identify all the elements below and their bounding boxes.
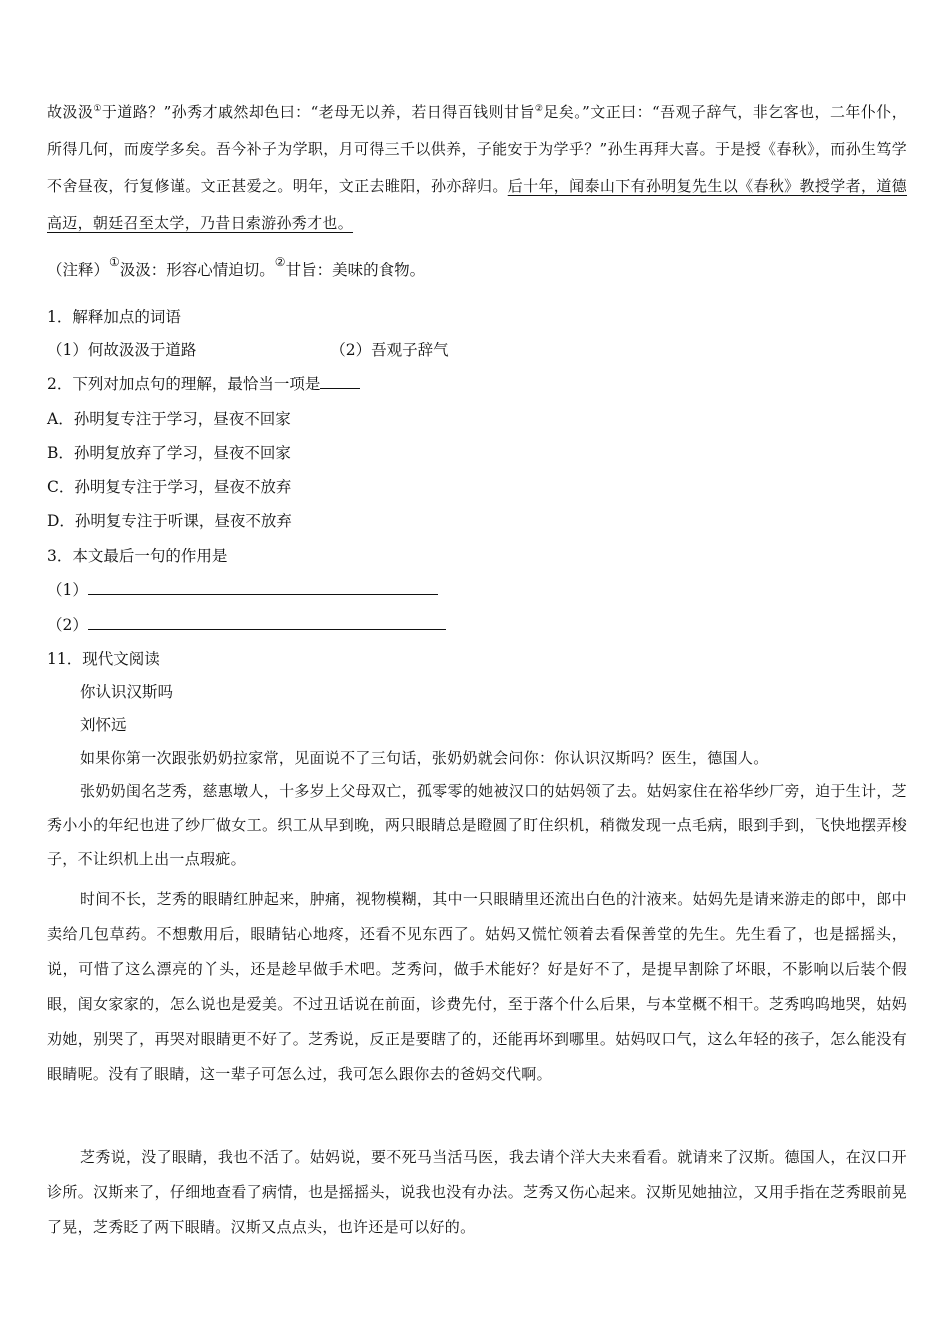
question-3-label-1: （1） bbox=[47, 581, 88, 599]
note-label: （注释） bbox=[47, 261, 110, 279]
article-author: 刘怀远 bbox=[80, 716, 127, 734]
article-paragraph-3: 时间不长，芝秀的眼睛红肿起来，肿痛，视物模糊，其中一只眼睛里还流出白色的汁液来。姑妈先是请来游走的郎中，郎中卖给几包草药。不想敷用后，眼睛钻心地疼，还看不见东西了。姑妈又慌忙领着去看保善堂的先生。先生看了，也是摇摇头，说，可惜了这么漂亮的丫头，还是趁早做手术吧。芝秀问，做手术能好？好是好不了，是提早割除了坏眼，不影响以后装个假眼，闺女家家的，怎么说也是爱美。不过丑话说在前面，诊费先付，至于落个什么后果，与本堂概不相干。芝秀呜呜地哭，姑妈劝她，别哭了，再哭对眼睛更不好了。芝秀说，反正是要瞎了的，还能再坏到哪里。姑妈叹口气，这么年轻的孩子，怎么能没有眼睛呢。没有了眼睛，这一辈子可怎么过，我可怎么跟你去的爸妈交代啊。 bbox=[47, 890, 907, 1083]
note-text-1: 汲汲：形容心情迫切。 bbox=[119, 261, 275, 279]
option-c: C．孙明复专注于学习，昼夜不放弃 bbox=[47, 478, 292, 496]
question-2 bbox=[47, 373, 360, 395]
option-b: B．孙明复放弃了学习，昼夜不回家 bbox=[47, 444, 291, 462]
article-paragraph-4: 芝秀说，没了眼睛，我也不活了。姑妈说，要不死马当活马医，我去请个洋大夫来看看。就请来了汉斯。德国人，在汉口开诊所。汉斯来了，仔细地查看了病情，也是摇摇头，说我也没有办法。芝秀又伤心起来。汉斯见她抽泣，又用手指在芝秀眼前晃了晃，芝秀眨了两下眼睛。汉斯又点点头，也许还是可以好的。 bbox=[47, 1148, 907, 1236]
answer-line-2[interactable] bbox=[88, 615, 446, 630]
answer-line-1[interactable] bbox=[88, 580, 438, 595]
underlined-sentence: 后十年，闻泰山下有孙明复先生以《春秋》教授学者，道德高迈，朝廷召至太学，乃昔日索游孙秀才也。 bbox=[47, 177, 907, 232]
article-paragraph-2: 张奶奶闺名芝秀，慈惠墩人，十多岁上父母双亡，孤零零的她被汉口的姑妈领了去。姑妈家住在裕华纱厂旁，迫于生计，芝秀小小的年纪也进了纱厂做女工。织工从早到晚，两只眼睛总是瞪圆了盯住织机，稍微发现一点毛病，眼到手到，飞快地摆弄梭子，不让织机上出一点瑕疵。 bbox=[47, 782, 907, 868]
question-1: 1．解释加点的词语 bbox=[47, 308, 181, 326]
classical-text-a: 故汲汲 bbox=[47, 103, 94, 121]
question-3-line-2 bbox=[47, 614, 446, 636]
classical-text-b: 于道路？”孙秀才戚然却色曰：“老母无以养，若日得百钱则甘旨 bbox=[101, 103, 535, 121]
question-2-text: 2．下列对加点句的理解，最恰当一项是 bbox=[47, 375, 321, 393]
annotation-note bbox=[47, 255, 426, 282]
section-heading: 11．现代文阅读 bbox=[47, 650, 160, 668]
footnote-marker-1: ① bbox=[93, 104, 102, 114]
question-1-items bbox=[47, 339, 449, 361]
article-title: 你认识汉斯吗 bbox=[80, 683, 174, 701]
note-marker-2: ② bbox=[274, 255, 286, 269]
question-3: 3．本文最后一句的作用是 bbox=[47, 547, 228, 565]
question-3-line-1 bbox=[47, 579, 438, 601]
answer-blank[interactable] bbox=[320, 374, 360, 389]
question-1-item-2: （2）吾观子辞气 bbox=[330, 341, 449, 359]
question-3-label-2: （2） bbox=[47, 616, 88, 634]
option-d: D．孙明复专注于听课，昼夜不放弃 bbox=[47, 512, 292, 530]
classical-passage bbox=[47, 94, 907, 242]
option-a: A．孙明复专注于学习，昼夜不回家 bbox=[47, 410, 291, 428]
note-text-2: 甘旨：美味的食物。 bbox=[285, 261, 426, 279]
classical-text-c: 足矣。”文正曰：“吾观子辞气，非乞客也，二年仆仆，所得几何，而废学多矣。吾今补子为学职，月可得三千以供养，子能安于为学乎？”孙生再拜大喜。于是授《春秋》，而孙生笃学不舍昼夜，行复修谨。文正甚爱之。明年，文正去睢阳，孙亦辞归。 bbox=[47, 103, 908, 195]
article-paragraph-1: 如果你第一次跟张奶奶拉家常，见面说不了三句话，张奶奶就会问你：你认识汉斯吗？医生，德国人。 bbox=[80, 749, 769, 767]
footnote-marker-2: ② bbox=[534, 104, 544, 114]
question-1-item-1: （1）何故汲汲于道路 bbox=[47, 341, 197, 359]
note-marker-1: ① bbox=[109, 255, 120, 269]
